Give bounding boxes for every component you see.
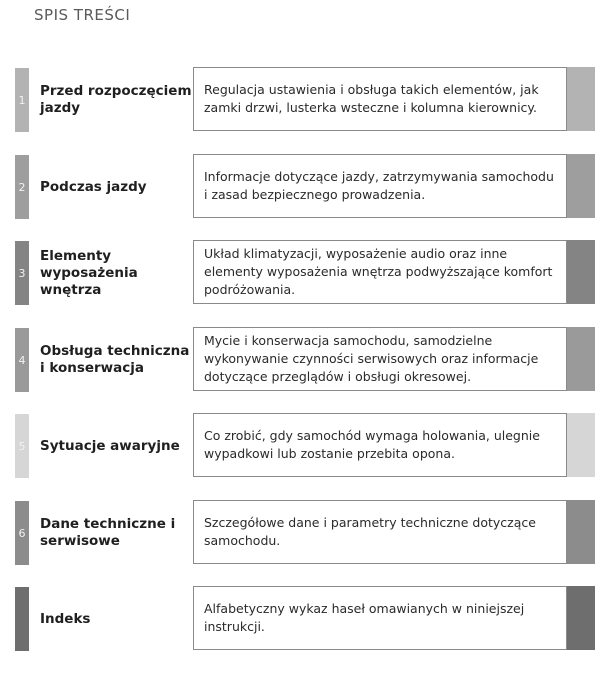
section-tab — [15, 501, 29, 565]
section-edge-bar — [567, 586, 595, 650]
section-edge-bar — [567, 327, 595, 391]
section-description-box — [193, 67, 567, 131]
section-edge-bar — [567, 500, 595, 564]
section-title[interactable]: Obsługa techniczna i konserwacja — [40, 343, 190, 376]
section-description-box — [193, 327, 567, 391]
section-description-box — [193, 240, 567, 304]
section-tab — [15, 68, 29, 132]
page-title: SPIS TREŚCI — [34, 6, 131, 24]
toc-row-6[interactable] — [15, 500, 595, 566]
section-description-box — [193, 154, 567, 218]
section-description-box — [193, 500, 567, 564]
section-number: 5 — [18, 439, 26, 453]
section-edge-bar — [567, 413, 595, 477]
toc-row-index[interactable] — [15, 586, 595, 652]
toc-row-5[interactable] — [15, 413, 595, 479]
section-description: Alfabetyczny wykaz haseł omawianych w niniejszej instrukcji. — [204, 601, 525, 634]
section-title[interactable]: Podczas jazdy — [40, 178, 147, 195]
section-description-box — [193, 586, 567, 650]
section-title[interactable]: Elementy wyposażenia wnętrza — [40, 247, 138, 298]
section-tab — [15, 414, 29, 478]
section-tab — [15, 587, 29, 651]
section-title[interactable]: Przed rozpoczęciem jazdy — [40, 83, 192, 116]
toc-row-1[interactable] — [15, 67, 595, 133]
section-number: 4 — [18, 353, 26, 367]
section-description: Regulacja ustawienia i obsługa takich elementów, jak zamki drzwi, lusterka wsteczne i kolumna kierownicy. — [204, 82, 539, 115]
section-edge-bar — [567, 154, 595, 218]
section-tab — [15, 155, 29, 219]
section-edge-bar — [567, 67, 595, 131]
section-number: 3 — [18, 266, 26, 280]
section-title[interactable]: Indeks — [40, 610, 91, 627]
section-number: 1 — [18, 93, 26, 107]
toc-row-4[interactable] — [15, 327, 595, 393]
section-description-box — [193, 413, 567, 477]
section-tab — [15, 241, 29, 305]
section-title[interactable]: Dane techniczne i serwisowe — [40, 516, 176, 549]
section-description: Informacje dotyczące jazdy, zatrzymywania samochodu i zasad bezpiecznego prowadzenia. — [204, 169, 554, 202]
section-title[interactable]: Sytuacje awaryjne — [40, 437, 180, 454]
section-tab — [15, 328, 29, 392]
section-number: 6 — [18, 526, 26, 540]
section-edge-bar — [567, 240, 595, 304]
section-number: 2 — [18, 180, 26, 194]
section-description: Mycie i konserwacja samochodu, samodzielne wykonywanie czynności serwisowych oraz informacje dotyczące przeglądów i obsługi okresowej. — [204, 333, 539, 384]
section-description: Co zrobić, gdy samochód wymaga holowania, ulegnie wypadkowi lub zostanie przebita opona. — [204, 428, 540, 461]
toc-row-3[interactable] — [15, 240, 595, 306]
section-description: Szczegółowe dane i parametry techniczne dotyczące samochodu. — [204, 515, 536, 548]
toc-row-2[interactable] — [15, 154, 595, 220]
section-description: Układ klimatyzacji, wyposażenie audio oraz inne elementy wyposażenia wnętrza podwyższające komfort podróżowania. — [204, 246, 553, 297]
